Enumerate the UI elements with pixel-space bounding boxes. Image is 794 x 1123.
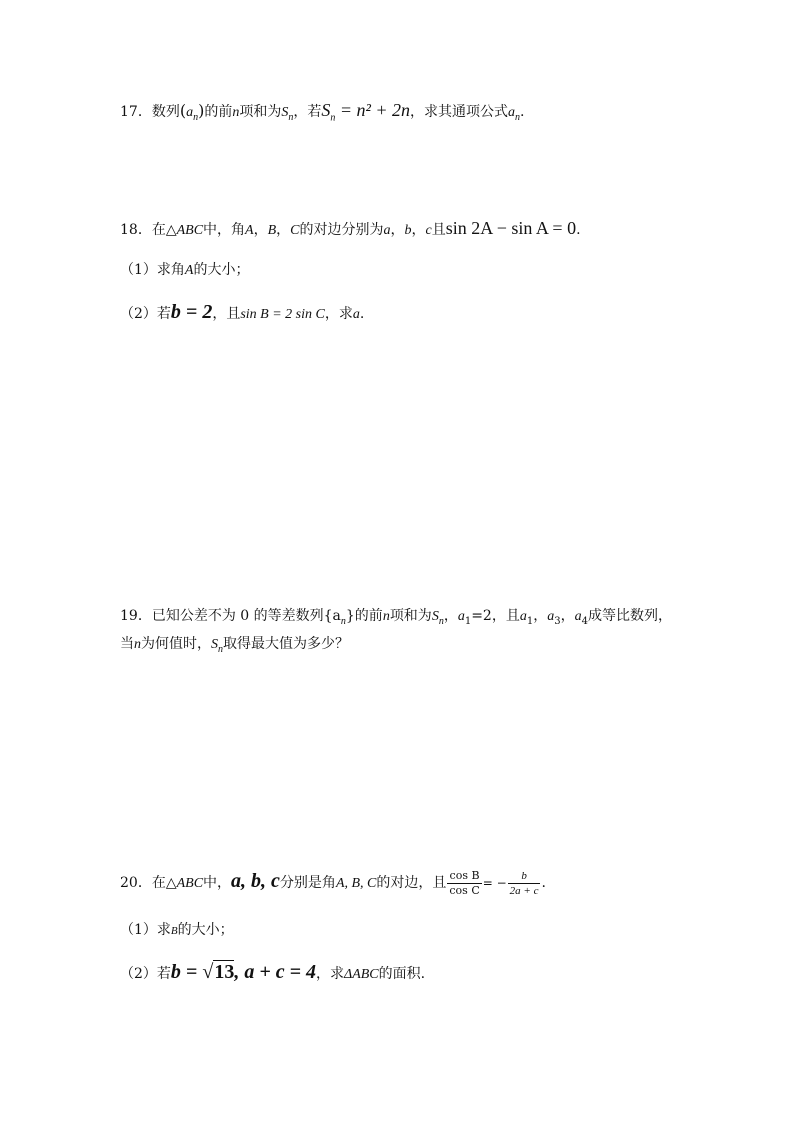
q19-text-3: ，: [443, 608, 458, 624]
q20-triangle: △ABC: [165, 876, 204, 891]
q20-text-3: 分别是角: [279, 875, 336, 891]
q17-n: n: [232, 105, 240, 120]
q19-text-4: =2，且: [471, 608, 520, 624]
q18-part-2: [120, 302, 364, 325]
q20-part-1: [120, 920, 234, 941]
q20-p2-text-2: 的面积.: [378, 966, 426, 982]
q18-end: .: [576, 222, 581, 238]
q20-p2-math: [171, 960, 316, 983]
q19-b1-sub: 1: [526, 615, 534, 627]
q19-b4: a: [574, 609, 582, 624]
q20-text-1: 在: [151, 875, 166, 891]
q18-p2-b: b = 2: [170, 301, 213, 323]
q20-p1-text: 的大小；: [177, 922, 234, 938]
q18-p2-label: （2）若: [120, 306, 171, 322]
q20-p2-triangle: ΔABC: [343, 967, 379, 982]
q17-S-sub: n: [288, 111, 294, 123]
q18-text-3: 的对边分别为: [299, 222, 384, 238]
q17-formula-rest: = n² + 2n: [335, 100, 411, 120]
q18-number: 18．: [120, 222, 152, 238]
q19-b3-sub: 3: [554, 615, 561, 627]
q17-seq-close: ): [198, 101, 205, 120]
q19-l2-text-1: 当: [120, 636, 134, 652]
q20-fraction-2: [508, 869, 541, 898]
question-19: [120, 606, 672, 632]
q19-l2-S-sub: n: [218, 643, 223, 655]
q19-b1: a: [519, 609, 527, 624]
q17-text-2: 的前: [204, 104, 233, 120]
q17-text-4: ，若: [293, 104, 322, 120]
q17-formula-sub: n: [330, 112, 336, 124]
q19-text-6: ，: [560, 608, 575, 624]
q18-sep-2: ，: [276, 222, 291, 238]
q18-A: A: [245, 223, 254, 238]
q18-B: B: [267, 223, 277, 238]
q19-number: 19．: [120, 608, 152, 624]
q20-frac1-den: cos C: [449, 883, 480, 897]
q18-sep-4: ，: [411, 222, 426, 238]
q19-l2-text-3: 取得最大值为多少？: [223, 636, 349, 652]
q17-text-1: 数列: [151, 104, 180, 120]
q17-number: 17．: [120, 104, 152, 120]
q19-text-1-end: }的前: [345, 608, 383, 624]
q18-p2-a: a: [352, 307, 360, 322]
q17-seq: (: [179, 101, 187, 120]
q20-p2-text-1: ，求: [315, 966, 344, 982]
q18-p1-A: A: [184, 263, 194, 278]
q20-fraction-1: [447, 869, 481, 898]
q17-a-n-sub: n: [193, 111, 199, 123]
q20-p2-b: b =: [170, 961, 203, 983]
q19-l2-S: S: [211, 637, 218, 652]
q18-p2-end: .: [359, 306, 365, 322]
q19-l2-text-2: 为何值时，: [141, 636, 211, 652]
q18-text-4: 且: [431, 222, 446, 238]
q19-line-2: [120, 634, 349, 660]
q17-a-n: a: [186, 105, 194, 120]
q18-p2-text-1: ，且: [212, 306, 241, 322]
q18-b: b: [404, 223, 412, 238]
q18-a: a: [383, 223, 391, 238]
sqrt-icon: √: [202, 961, 214, 983]
question-17: [120, 100, 524, 129]
q19-S: S: [431, 609, 439, 624]
q18-triangle: △ABC: [165, 223, 204, 238]
q17-formula: [321, 100, 411, 124]
q20-frac2-num: b: [508, 869, 541, 884]
q20-text-2: 中，: [203, 875, 232, 891]
q20-part-2: [120, 962, 425, 985]
q18-equation: sin 2A − sin A = 0: [445, 218, 577, 238]
q19-text-1-sub: n: [340, 615, 346, 627]
q19-text-5: ，: [533, 608, 548, 624]
q18-C: C: [290, 223, 300, 238]
q20-p2-sqrt-value: 13: [214, 961, 235, 983]
q20-eq: = −: [482, 876, 507, 890]
q17-formula-S: S: [321, 100, 331, 120]
q18-p1-label: （1）求角: [120, 262, 185, 278]
q20-ABC: A, B, C: [335, 876, 377, 891]
q20-p1-label: （1）求: [120, 922, 171, 938]
q18-sep-3: ，: [390, 222, 405, 238]
q19-a1: a: [457, 609, 465, 624]
q18-text-1: 在: [151, 222, 166, 238]
question-18: [120, 218, 581, 241]
q18-part-1: [120, 260, 249, 281]
q20-text-4: 的对边，且: [376, 875, 447, 891]
q19-b3: a: [547, 609, 555, 624]
q17-end: .: [520, 104, 525, 120]
q19-b4-sub: 4: [581, 615, 588, 627]
q19-n: n: [382, 609, 390, 624]
q20-abc: a, b, c: [231, 870, 280, 892]
q17-text-3: 项和为: [239, 104, 282, 120]
q20-p1-B: B: [170, 925, 178, 937]
q18-p1-text: 的大小；: [193, 262, 250, 278]
q17-S: S: [281, 105, 289, 120]
q19-S-sub: n: [438, 615, 444, 627]
q18-p2-eq: sin B = 2 sin C: [240, 307, 325, 322]
q17-a-end-sub: n: [515, 111, 521, 123]
q20-p2-rest: , a + c = 4: [234, 961, 316, 983]
q20-frac2-den: 2a + c: [509, 884, 539, 897]
q17-a-end: a: [508, 105, 516, 120]
q20-number: 20．: [120, 875, 152, 891]
q20-frac1-num: cos B: [447, 869, 481, 884]
q19-l2-n: n: [134, 637, 141, 652]
q18-sep-1: ，: [253, 222, 268, 238]
q18-c: c: [425, 223, 432, 238]
q17-text-5: ，求其通项公式: [410, 104, 509, 120]
q19-text-7: 成等比数列，: [587, 608, 672, 624]
q19-a1-sub: 1: [464, 615, 472, 627]
question-20: [120, 866, 546, 899]
q20-end: .: [541, 875, 546, 891]
q18-text-2: 中，角: [203, 222, 246, 238]
q20-p2-label: （2）若: [120, 966, 171, 982]
q19-text-1: 已知公差不为 0 的等差数列{a: [151, 608, 341, 624]
q18-p2-text-2: ，求: [324, 306, 353, 322]
q19-text-2: 项和为: [389, 608, 432, 624]
